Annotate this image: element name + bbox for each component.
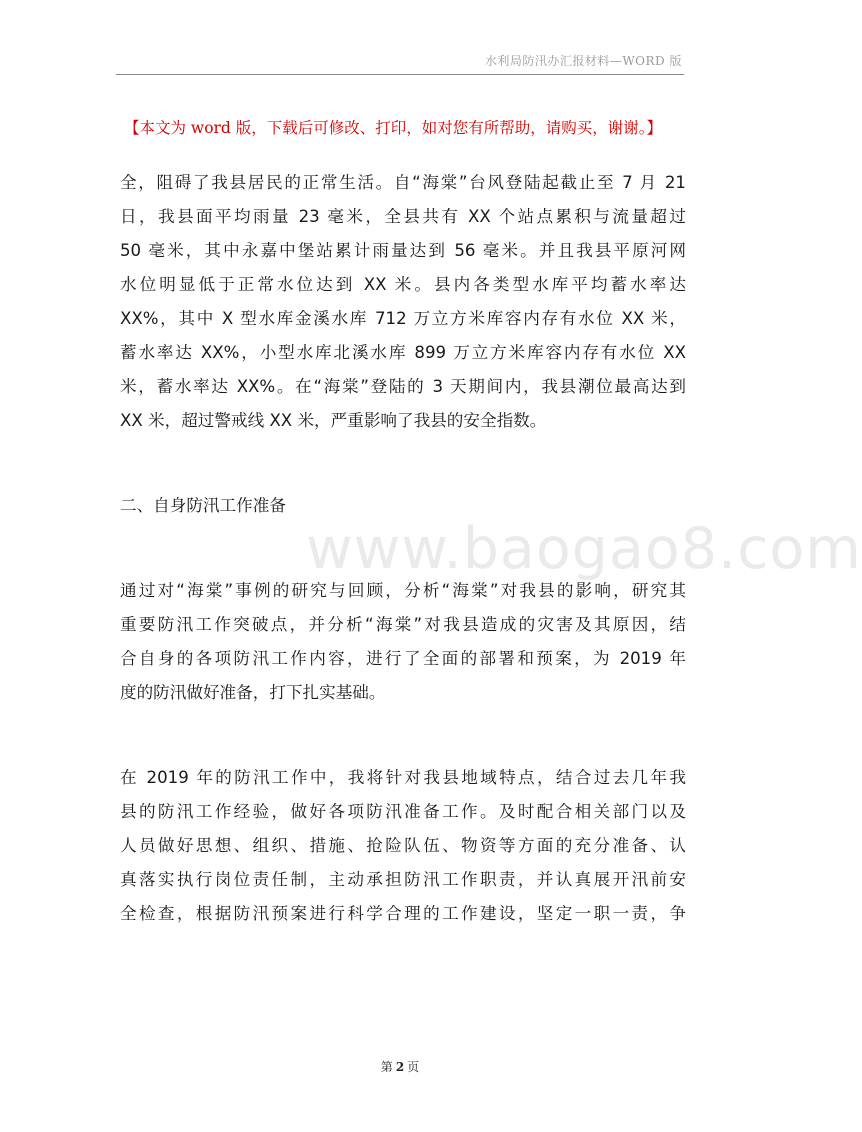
running-header: 水利局防汛办汇报材料—WORD 版: [484, 54, 682, 68]
paragraph: [120, 166, 686, 438]
text-line: 县的防汛工作经验，做好各项防汛准备工作。及时配合相关部门以及: [120, 802, 686, 821]
text-line: 水位明显低于正常水位达到 XX 米。县内各类型水库平均蓄水率达: [120, 275, 686, 294]
heading-text: 二、自身防汛工作准备: [120, 496, 286, 515]
download-notice: 【本文为 word 版，下载后可修改、打印，如对您有所帮助，请购买，谢谢。】: [124, 119, 663, 137]
text-line: 通过对“海棠”事例的研究与回顾，分析“海棠”对我县的影响，研究其: [120, 581, 686, 600]
page-number: 2: [395, 1060, 405, 1074]
text-line: 米，蓄水率达 XX%。在“海棠”登陆的 3 天期间内，我县潮位最高达到: [120, 377, 686, 396]
paragraph: [120, 761, 686, 931]
paragraph: [120, 574, 686, 710]
text-line: 人员做好思想、组织、措施、抢险队伍、物资等方面的充分准备、认: [120, 836, 686, 855]
page-footer: [0, 1058, 800, 1075]
text-line: 蓄水率达 XX%，小型水库北溪水库 899 万立方米库容内存有水位 XX: [120, 343, 686, 362]
section-heading: [120, 489, 686, 523]
text-line: XX 米，超过警戒线 XX 米，严重影响了我县的安全指数。: [120, 411, 547, 430]
text-line: XX%，其中 X 型水库金溪水库 712 万立方米库容内存有水位 XX 米，: [120, 309, 686, 328]
footer-suffix: 页: [407, 1060, 420, 1074]
text-line: 在 2019 年的防汛工作中，我将针对我县地域特点，结合过去几年我: [120, 768, 686, 787]
document-body: [120, 166, 686, 931]
text-line: 重要防汛工作突破点，并分析“海棠”对我县造成的灾害及其原因，结: [120, 615, 686, 634]
text-line: 真落实执行岗位责任制，主动承担防汛工作职责，并认真展开汛前安: [120, 870, 686, 889]
text-line: 全检查，根据防汛预案进行科学合理的工作建设，坚定一职一责，争: [120, 904, 686, 923]
footer-prefix: 第: [380, 1060, 393, 1074]
text-line: 合自身的各项防汛工作内容，进行了全面的部署和预案，为 2019 年: [120, 649, 686, 668]
text-line: 50 毫米，其中永嘉中堡站累计雨量达到 56 毫米。并且我县平原河网: [120, 241, 686, 260]
text-line: 日，我县面平均雨量 23 毫米，全县共有 XX 个站点累积与流量超过: [120, 207, 686, 226]
text-line: 度的防汛做好准备，打下扎实基础。: [120, 683, 386, 702]
text-line: 全，阻碍了我县居民的正常生活。自“海棠”台风登陆起截止至 7 月 21: [120, 173, 686, 192]
header-rule: [116, 74, 684, 75]
watermark: www.baogao8.com: [306, 516, 862, 582]
